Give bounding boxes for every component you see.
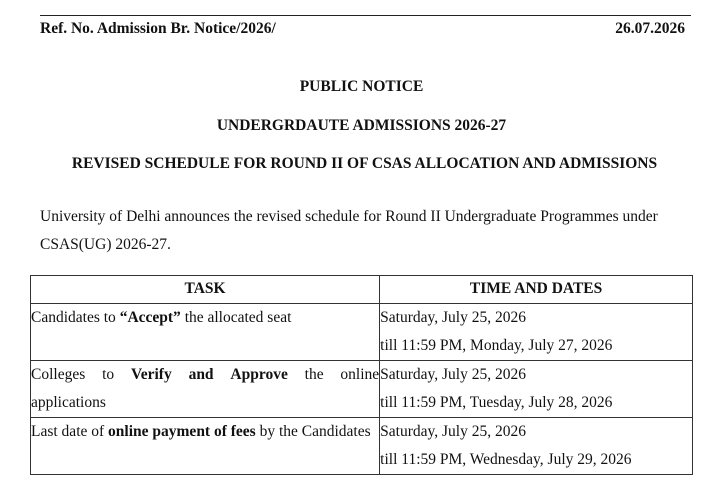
task-emphasis: Approve xyxy=(230,366,288,383)
task-emphasis: “Accept” xyxy=(119,309,181,326)
table-row xyxy=(31,418,693,475)
task-cell xyxy=(31,361,380,418)
reference-number: Ref. No. Admission Br. Notice/2026/ xyxy=(40,20,276,37)
task-text: the allocated seat xyxy=(180,309,292,326)
start-date: Saturday, July 25, 2026 xyxy=(380,366,526,383)
end-date: till 11:59 PM, Wednesday, July 29, 2026 xyxy=(380,451,632,468)
start-date: Saturday, July 25, 2026 xyxy=(380,423,526,440)
task-cell xyxy=(31,418,380,475)
task-cell xyxy=(31,304,380,361)
notice-date: 26.07.2026 xyxy=(615,20,685,37)
table-row xyxy=(31,304,693,361)
intro-paragraph xyxy=(40,203,690,259)
start-date: Saturday, July 25, 2026 xyxy=(380,309,526,326)
task-emphasis: Verify xyxy=(130,366,172,383)
task-text xyxy=(214,366,231,383)
time-cell xyxy=(380,361,693,418)
time-column-header: TIME AND DATES xyxy=(380,276,693,304)
end-date: till 11:59 PM, Monday, July 27, 2026 xyxy=(380,337,613,354)
end-date: till 11:59 PM, Tuesday, July 28, 2026 xyxy=(380,394,613,411)
reference-header xyxy=(40,20,685,38)
schedule-table xyxy=(30,275,693,475)
time-cell xyxy=(380,304,693,361)
table-header-row xyxy=(31,276,693,304)
task-text: the online applications xyxy=(31,366,380,411)
task-emphasis: online payment of fees xyxy=(108,423,256,440)
task-column-header: TASK xyxy=(31,276,380,304)
task-emphasis: and xyxy=(188,366,214,383)
task-text xyxy=(172,366,189,383)
table-row xyxy=(31,361,693,418)
top-rule xyxy=(40,15,691,16)
intro-line-1: University of Delhi announces the revised schedule for Round II Undergraduate Programmes under xyxy=(40,208,658,225)
task-text: Colleges to xyxy=(31,366,131,383)
time-cell xyxy=(380,418,693,475)
notice-title: PUBLIC NOTICE xyxy=(299,78,424,95)
intro-line-2: CSAS(UG) 2026-27. xyxy=(40,236,171,253)
task-text: Candidates to xyxy=(31,309,120,326)
notice-subtitle: UNDERGRDAUTE ADMISSIONS 2026-27 xyxy=(216,117,507,134)
task-text: Last date of xyxy=(31,423,109,440)
task-text: by the Candidates xyxy=(255,423,371,440)
notice-heading: REVISED SCHEDULE FOR ROUND II OF CSAS ALLOCATION AND ADMISSIONS xyxy=(71,155,658,172)
